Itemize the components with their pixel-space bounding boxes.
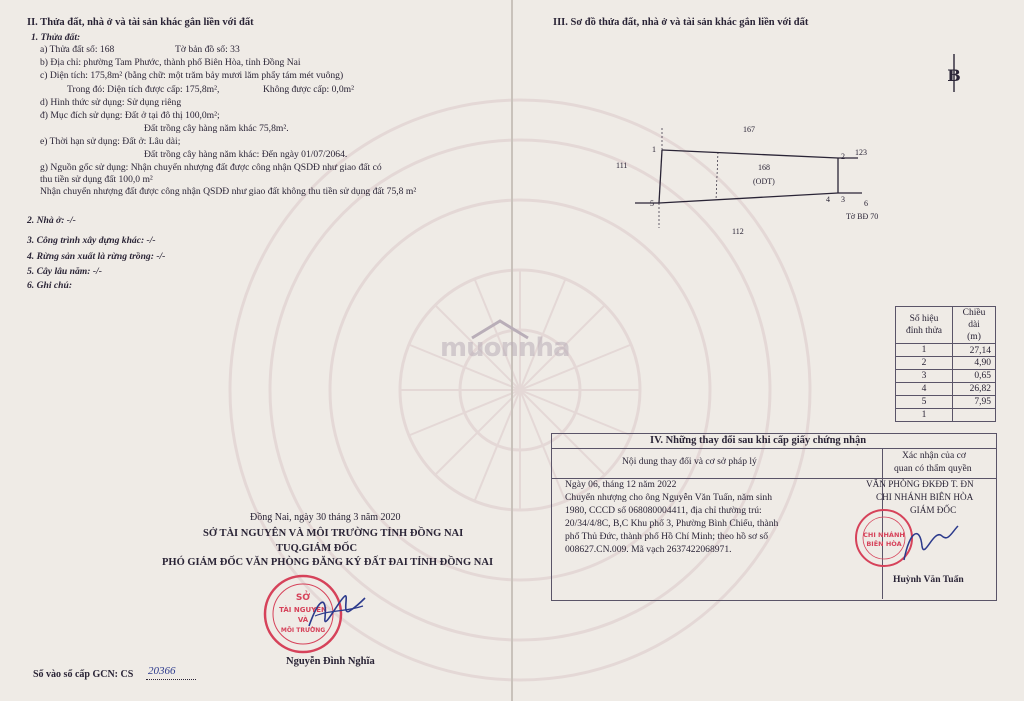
- gcn-number: 20366: [148, 665, 176, 677]
- signature-right: [900, 520, 960, 570]
- parcel-number: a) Thửa đất số: 168: [40, 44, 115, 55]
- item-3-construction: 3. Công trình xây dựng khác: -/-: [27, 235, 156, 246]
- change-line: Chuyển nhượng cho ông Nguyễn Văn Tuấn, năm sinh: [565, 492, 773, 503]
- north-letter: B: [947, 66, 961, 85]
- vertex-1: 1: [652, 145, 656, 154]
- table-row: 1: [896, 409, 996, 422]
- signature-left: [305, 588, 369, 634]
- table-row: 5 7,95: [896, 396, 996, 409]
- usage-form: d) Hình thức sử dụng: Sử dụng riêng: [40, 97, 182, 108]
- address: b) Địa chỉ: phường Tam Phước, thành phố Biên Hòa, tỉnh Đồng Nai: [40, 57, 301, 68]
- map-sheet-number: Tờ bản đồ số: 33: [175, 44, 240, 55]
- map-label-111: 111: [616, 161, 628, 170]
- table-row: 2 4,90: [896, 357, 996, 370]
- col-content-header: Nội dung thay đổi và cơ sở pháp lý: [622, 456, 757, 467]
- change-line: phố Thủ Đức, thành phố Hồ Chí Minh; theo hồ sơ số: [565, 531, 769, 542]
- map-label-odt: (ODT): [753, 177, 775, 186]
- table-row: 3 0,65: [896, 370, 996, 383]
- parcel-map: [600, 118, 900, 243]
- map-label-168: 168: [758, 163, 770, 172]
- origin: g) Nguồn gốc sử dụng: Nhận chuyển nhượng đất được công nhận QSDĐ như giao đất có: [40, 162, 382, 173]
- authorized-by: TUQ.GIÁM ĐỐC: [276, 543, 358, 554]
- vertex-2: 2: [841, 152, 845, 161]
- map-label-112: 112: [732, 227, 744, 236]
- usage-purpose-2: Đất trồng cây hàng năm khác 75,8m².: [144, 123, 289, 134]
- change-line: Ngày 06, tháng 12 năm 2022: [565, 479, 677, 490]
- confirm-branch: CHI NHÁNH BIÊN HÒA: [876, 492, 974, 502]
- stamp-text: MÔI TRƯỜNG: [280, 627, 326, 634]
- section-4-title: IV. Những thay đổi sau khi cấp giấy chứng nhận: [650, 435, 867, 446]
- edge-length-table: [895, 306, 996, 422]
- change-line: 20/34/4/8C, B,C Khu phố 3, Phường Bình Chiểu, thành: [565, 518, 779, 529]
- table-header-points: Số hiệu đỉnh thửa: [896, 307, 953, 344]
- confirm-signer: Huỳnh Văn Tuấn: [893, 574, 964, 585]
- issuing-org: SỞ TÀI NGUYÊN VÀ MÔI TRƯỜNG TỈNH ĐỒNG NAI: [203, 528, 464, 539]
- stamp-text: BIÊN HÒA: [866, 540, 902, 548]
- table-row: 4 26,82: [896, 383, 996, 396]
- signer-title: PHÓ GIÁM ĐỐC VĂN PHÒNG ĐĂNG KÝ ĐẤT ĐAI TỈNH ĐỒNG NAI: [162, 557, 494, 568]
- col-confirm-header-1: Xác nhận của cơ: [902, 450, 966, 461]
- vertex-5: 5: [650, 199, 654, 208]
- usage-term: e) Thời hạn sử dụng: Đất ở: Lâu dài;: [40, 136, 181, 147]
- confirm-director: GIÁM ĐỐC: [910, 505, 957, 515]
- item-4-forest: 4. Rừng sản xuất là rừng trồng: -/-: [27, 251, 166, 262]
- item-6-notes: 6. Ghi chú:: [27, 280, 73, 291]
- section-2-title: II. Thửa đất, nhà ở và tài sản khác gắn liền với đất: [27, 17, 254, 28]
- usage-purpose: đ) Mục đích sử dụng: Đất ở tại đô thị 100,0m²;: [40, 110, 220, 121]
- item-2-house: 2. Nhà ở: -/-: [27, 215, 76, 226]
- map-label-6: 6: [864, 199, 868, 208]
- area: c) Diện tích: 175,8m² (bằng chữ: một trăm bảy mươi lăm phẩy tám mét vuông): [40, 70, 344, 81]
- origin-3: Nhận chuyển nhượng đất được công nhận QSDĐ như giao đất không thu tiền sử dụng đất 75,8 m²: [40, 186, 417, 197]
- usage-term-2: Đất trồng cây hàng năm khác: Đến ngày 01/07/2064.: [144, 149, 348, 160]
- gcn-underline: [146, 679, 196, 680]
- stamp-text: SỞ: [295, 593, 311, 603]
- north-arrow-icon: [943, 52, 965, 94]
- stamp-text: CHI NHÁNH: [863, 531, 905, 539]
- area-not-granted: Không được cấp: 0,0m²: [263, 84, 354, 95]
- issue-date: Đồng Nai, ngày 30 tháng 3 năm 2020: [250, 512, 401, 523]
- map-label-167: 167: [743, 125, 755, 134]
- origin-2: thu tiền sử dụng đất 100,0 m²: [40, 174, 153, 185]
- change-line: 008627.CN.009. Mã vạch 2637422068971.: [565, 544, 732, 555]
- vertex-3: 3: [841, 195, 845, 204]
- map-label-123: 123: [855, 148, 867, 157]
- col-confirm-header-2: quan có thẩm quyền: [894, 463, 972, 474]
- item-5-perennial: 5. Cây lâu năm: -/-: [27, 266, 102, 277]
- confirm-office: VĂN PHÒNG ĐKĐĐ T. ĐN: [866, 479, 974, 489]
- signer-name: Nguyễn Đình Nghĩa: [286, 656, 375, 667]
- area-granted: Trong đó: Diện tích được cấp: 175,8m²,: [67, 84, 220, 95]
- stamp-text: VÀ: [297, 616, 309, 624]
- map-label-sheet: Tờ BĐ 70: [846, 212, 879, 221]
- watermark: muonnha: [440, 333, 570, 363]
- change-line: 1980, CCCD số 068080004411, địa chỉ thường trú:: [565, 505, 762, 516]
- table-row: 1 27,14: [896, 344, 996, 357]
- section-3-title: III. Sơ đồ thửa đất, nhà ở và tài sản khác gắn liền với đất: [553, 17, 809, 28]
- gcn-label: Số vào sổ cấp GCN: CS: [33, 669, 134, 680]
- table-header-length: Chiều dài (m): [953, 307, 996, 344]
- stamp-text: TÀI NGUYÊN: [279, 606, 327, 614]
- item-1-title: 1. Thửa đất:: [31, 32, 81, 43]
- vertex-4: 4: [826, 195, 830, 204]
